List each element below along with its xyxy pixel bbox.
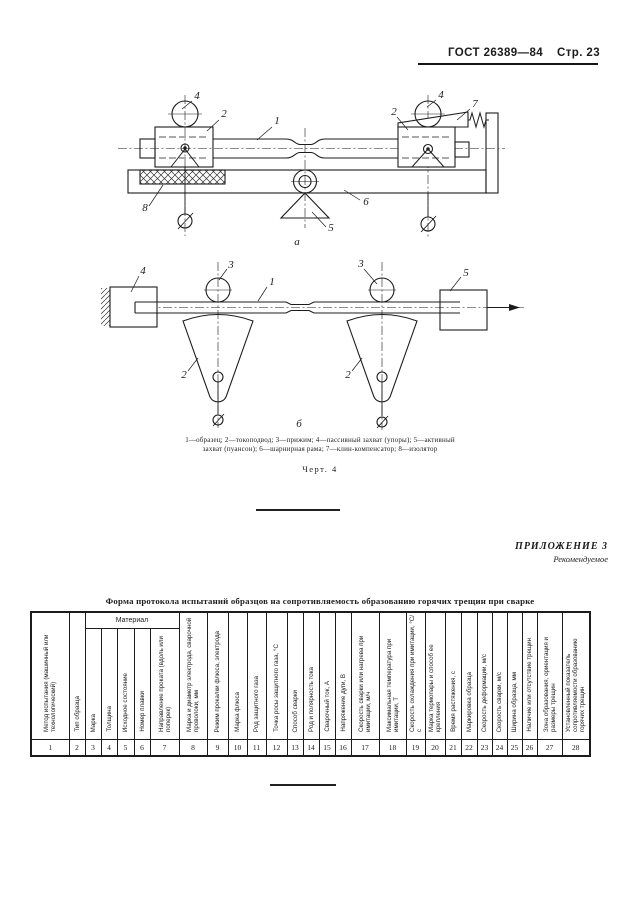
passive-grip-block [110,287,157,327]
col-num-14: 14 [303,740,319,757]
col-num-1: 1 [31,740,69,757]
col-header-14: Род и полярность тока [303,612,319,740]
col-header-5: Исходное состояние [117,629,134,740]
col-num-16: 16 [335,740,351,757]
col-header-18: Максимальная температура при имитации, Т [379,612,406,740]
col-num-26: 26 [522,740,537,757]
col-header-10: Марка флюса [228,612,247,740]
specimen-bar [213,139,398,145]
col-num-11: 11 [247,740,266,757]
col-num-27: 27 [537,740,562,757]
col-num-17: 17 [351,740,379,757]
col-num-15: 15 [319,740,335,757]
col-header-12: Точка росы защитного газа, °С [266,612,287,740]
col-header-3: Марка [85,629,101,740]
diagram-b [95,258,545,438]
page-number: Стр. 23 [557,47,600,59]
col-header-11: Род защитного газа [247,612,266,740]
col-header-13: Способ сварки [287,612,303,740]
appendix-heading [300,541,608,564]
col-num-10: 10 [228,740,247,757]
col-num-18: 18 [379,740,406,757]
col-num-21: 21 [445,740,461,757]
col-header-22: Маркировка образца [461,612,477,740]
col-num-24: 24 [492,740,507,757]
bottom-divider [270,784,336,786]
col-header-27: Зона образования, ориентация и размеры трещин [537,612,562,740]
col-header-19: Скорость охлаждения при имитации, °С/с [406,612,425,740]
label-insulator: 8 [142,202,148,214]
col-header-28: Установленный показатель сопротивляемости образованию горячих трещин [562,612,590,740]
col-num-12: 12 [266,740,287,757]
label-tong-right: 2 [345,369,351,381]
label-passive-grip: 4 [140,265,146,277]
col-num-23: 23 [477,740,492,757]
appendix-title: ПРИЛОЖЕНИЕ 3 [515,541,608,552]
active-grip-block [440,290,487,330]
appendix-subtitle: Рекомендуемое [553,554,608,564]
col-num-6: 6 [134,740,150,757]
col-header-20: Марка термопары и способ ее крепления [425,612,445,740]
col-header-7: Направление проката (вдоль или поперек) [150,629,179,740]
current-lead-right [398,127,455,167]
label-clamp-right: 2 [391,106,397,118]
frame-wall [486,113,498,193]
col-num-25: 25 [507,740,522,757]
col-num-20: 20 [425,740,445,757]
col-num-3: 3 [85,740,101,757]
label-specimen-a: 1 [274,115,280,127]
insulator-pad [140,170,225,184]
col-num-19: 19 [406,740,425,757]
col-header-8: Марка и диаметр электрода, сварочной проволоки, мм [179,612,207,740]
col-num-4: 4 [101,740,117,757]
doc-header [300,47,600,59]
col-header-15: Сварочный ток, А [319,612,335,740]
diagram-a [95,82,545,260]
col-header-24: Скорость сварки, м/с [492,612,507,740]
label-clamp-left: 2 [221,108,227,120]
doc-number: ГОСТ 26389—84 [448,47,544,59]
col-num-8: 8 [179,740,207,757]
col-num-13: 13 [287,740,303,757]
col-header-17: Скорость сварки или нагрева при имитации, м/ч [351,612,379,740]
col-header-9: Режим прокалки флюса, электрода [207,612,228,740]
label-sub-b: б [296,418,302,430]
caption-line-1: 1—образец; 2—токоподвод; 3—прижим; 4—пассивный захват (упоры); 5—активный [185,436,455,444]
label-support: 5 [328,222,334,234]
col-header-16: Напряжение дуги, В [335,612,351,740]
figure-number: Черт. 4 [302,464,338,474]
col-num-9: 9 [207,740,228,757]
label-clamp-top-left: 3 [228,259,234,271]
col-header-25: Ширина образца, мм [507,612,522,740]
col-header-21: Время растяжения, с [445,612,461,740]
figure-caption [105,436,535,454]
col-header-6: Номер плавки [134,629,150,740]
section-divider [256,509,340,511]
caption-line-2: захват (пуансон); 6—шарнирная рама; 7—клин-компенсатор; 8—изолятор [202,445,438,453]
col-header-4: Толщина [101,629,117,740]
label-frame: 6 [363,196,369,208]
label-sub-a: а [294,236,300,248]
protocol-table [30,611,591,757]
label-roller-right: 4 [438,89,444,101]
col-header-23: Скорость деформации, м/с [477,612,492,740]
col-header-26: Наличие или отсутствие трещин [522,612,537,740]
col-num-7: 7 [150,740,179,757]
label-tong-left: 2 [181,369,187,381]
pull-arrow [509,304,520,311]
col-num-2: 2 [69,740,85,757]
col-num-5: 5 [117,740,134,757]
label-specimen-b: 1 [269,276,275,288]
table-title: Форма протокола испытаний образцов на сопротивляемость образованию горячих трещин при сварке [105,596,535,606]
header-rule [418,63,598,65]
col-num-22: 22 [461,740,477,757]
col-num-28: 28 [562,740,590,757]
label-wedge: 7 [472,98,478,110]
col-header-1: Метод испытания (машинный или технологический) [31,612,69,740]
label-roller-left: 4 [194,90,200,102]
label-active-grip: 5 [463,267,469,279]
col-header-2: Тип образца [69,612,85,740]
group-header-material: Материал [85,612,179,629]
label-clamp-top-right: 3 [358,258,364,270]
